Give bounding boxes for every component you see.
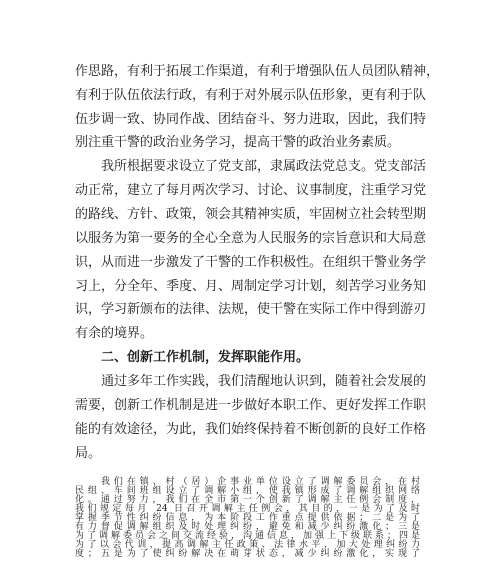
paragraph-first-line: 我所根据要求设立了党支部，隶属政法党总支。党支部活: [101, 159, 427, 174]
text-line: 伍步调一致、协同作战、团结奋斗、努力进取，因此，我们特: [75, 112, 427, 127]
text-line: 识，从而进一步激发了干警的工作积极性。在组织干警业务学: [75, 255, 427, 270]
text-line: 有利于队伍依法行政，有利于对外展示队伍形象，更有利于队: [75, 88, 427, 103]
text-line: 有力督促调解组织及时处理纠纷，避免和减少纠纷激化；三是: [75, 522, 420, 532]
text-line: 为了以会代训，提高调解主任政策、法律水平，加大处理纠纷力: [75, 540, 420, 550]
text-line: 动正常，建立了每月两次学习、讨论、议事制度，注重学习党: [75, 183, 427, 198]
text-line: 局。: [75, 446, 102, 461]
text-line: 度；五是为了使纠纷解决在萌芽状态，减少纠纷激化，实现了: [75, 549, 420, 559]
text-line: 需要，创新工作机制是进一步做好本职工作、更好发挥工作职: [75, 398, 427, 413]
text-line: 别注重干警的政治业务学习，提高干警的政治业务素质。: [75, 135, 401, 150]
text-line: 能的有效途径，为此，我们始终保持着不断创新的良好工作格: [75, 422, 427, 437]
text-line: 习上，分全年、季度、月、周制定学习计划，刻苦学习业务知: [75, 279, 427, 294]
paragraph-first-line: 我们在镇、村（居）企事业单位设立了调解委员会，在村: [101, 477, 420, 487]
text-line: 作思路，有利于拓展工作渠道，有利于增强队伍人员团队精神，: [75, 64, 440, 79]
section-heading: 二、创新工作机制，发挥职能作用。: [101, 350, 310, 365]
text-line: 民组、车间班组设立了调解小组，使我镇形成了调解组织网络: [75, 486, 420, 496]
text-line: 识，学习新颁布的法律、法规，使干警在实际工作中得到游刃: [75, 302, 427, 317]
text-line: 以服务为第一要务的全心全意为人民服务的宗旨意识和大局意: [75, 231, 427, 246]
text-line: 为了调解委员会之间交流经验，沟通信息，加强上下级联系；四是: [75, 531, 420, 541]
text-line: 的路线、方针、政策，领会其精神实质，牢固树立社会转型期: [75, 207, 427, 222]
text-line: 我们规定每月 24 日召开调解主任例会，其目的，一是为了及时: [75, 504, 420, 514]
paragraph-first-line: 通过多年工作实践，我们清醒地认识到，随着社会发展的: [101, 374, 427, 389]
text-line: 掌握季节性纠纷信息，为本阶段工作重点提供依据；二是为了: [75, 513, 420, 523]
text-line: 有余的境界。: [75, 326, 154, 341]
text-line: 化。通过努力，我们在全市第一个创新了调解主任例会制度，: [75, 495, 420, 505]
